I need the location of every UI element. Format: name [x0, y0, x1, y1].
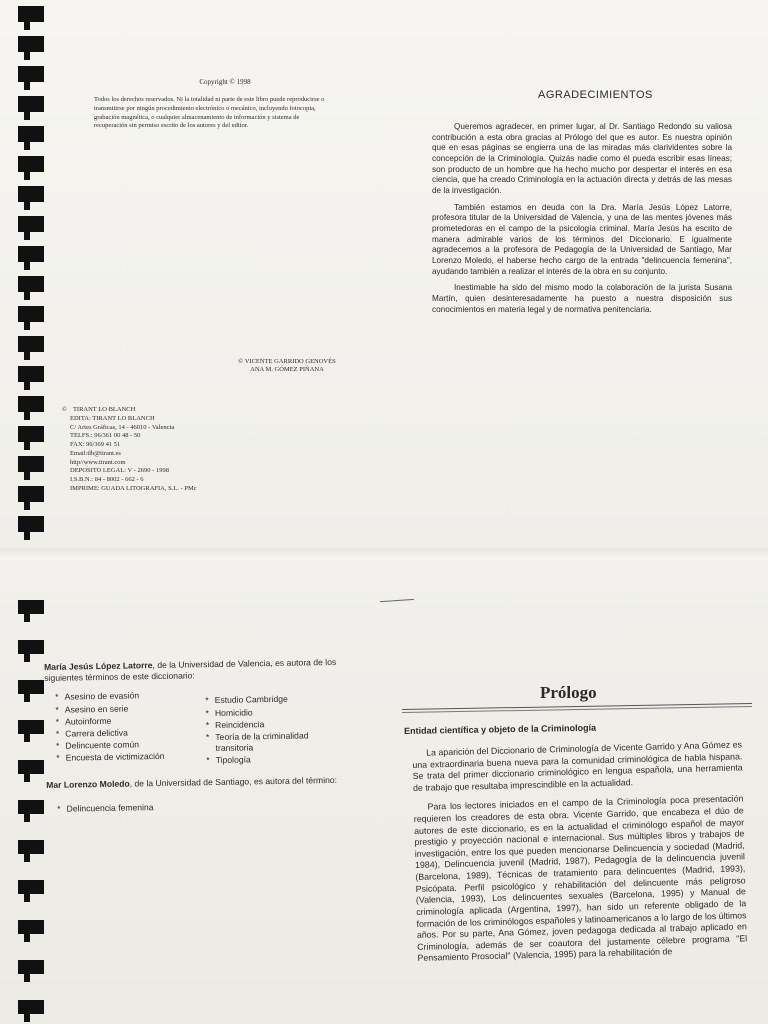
terms-list	[45, 687, 346, 770]
contributor-1-text: , de la Universidad de Valencia, es autora de los siguientes términos de este diccionario:	[44, 656, 337, 684]
publisher-line	[62, 432, 262, 441]
term-label: Carrera delictiva	[65, 727, 128, 739]
binding-ring	[18, 840, 44, 854]
publisher-line-text: IMPRIME: GUADA LITOGRAFIA, S.L. - PMc	[70, 484, 197, 492]
publisher-line	[62, 476, 262, 485]
binding-ring-stem	[24, 614, 30, 622]
binding-ring	[18, 66, 44, 82]
bullet-icon: *	[57, 803, 61, 814]
bullet-icon: *	[205, 695, 209, 706]
binding-ring	[18, 760, 44, 774]
prologue-paragraph: La aparición del Diccionario de Criminología de Vicente Garrido y Ana Gómez es una extraordinaria buena nueva para la comunidad criminológica de habla hispana. Se trata del primer diccionario criminológico en lengua española, una herramienta de trabajo que resultaba imprescindible en la actualidad.	[412, 739, 743, 793]
binding-ring	[18, 216, 44, 232]
binding-ring	[18, 306, 44, 322]
publisher-line	[62, 467, 262, 476]
publisher-line-text: C/ Artes Gráficas, 14 - 46010 - Valencia	[70, 423, 175, 431]
publisher-line-text: http//www.tirant.com	[70, 458, 126, 466]
bullet-icon: *	[205, 719, 210, 730]
term-item	[196, 753, 336, 767]
binding-ring	[18, 336, 44, 352]
publisher-mark: ©	[62, 406, 67, 413]
contributor-1-name: María Jesús López Latorre	[44, 660, 153, 672]
term-label: Tipología	[215, 754, 251, 766]
contributor-2-intro	[46, 775, 346, 791]
binding-ring-stem	[24, 142, 30, 150]
binding-ring	[18, 800, 44, 814]
binding-ring-stem	[24, 22, 30, 30]
prologue-title: Prólogo	[540, 683, 597, 702]
binding-ring-stem	[24, 172, 30, 180]
binding-ring-stem	[24, 202, 30, 210]
copyright-notice: Copyright © 1998	[199, 78, 251, 86]
binding-ring-stem	[24, 1014, 30, 1022]
contributor-1-intro	[44, 657, 344, 685]
binding-ring-stem	[24, 82, 30, 90]
term-item	[195, 730, 335, 755]
publisher-line-text: I.S.B.N.: 84 - 8002 - 662 - 6	[70, 476, 144, 484]
binding-ring-stem	[24, 934, 30, 942]
binding-ring-stem	[24, 442, 30, 450]
publisher-line-text: FAX: 96/369 41 51	[70, 441, 121, 449]
binding-ring-stem	[24, 974, 30, 982]
term-label: Delincuente común	[65, 739, 140, 751]
binding-ring-stem	[24, 352, 30, 360]
binding-ring	[18, 456, 44, 472]
binding-ring	[18, 36, 44, 52]
author-line-2: ANA M. GÓMEZ PIÑANA	[250, 366, 324, 374]
publisher-line	[62, 485, 262, 494]
binding-ring-stem	[24, 292, 30, 300]
bullet-icon: *	[55, 692, 59, 703]
prologue-body	[412, 739, 748, 973]
binding-ring-stem	[24, 382, 30, 390]
term-label: Reincidencia	[215, 718, 265, 730]
binding-ring	[18, 366, 44, 382]
binding-ring-stem	[24, 694, 30, 702]
binding-ring-stem	[24, 322, 30, 330]
binding-ring	[18, 156, 44, 172]
term-label: Homicidio	[214, 706, 253, 718]
binding-ring	[18, 720, 44, 734]
binding-ring-stem	[24, 52, 30, 60]
binding-ring	[18, 486, 44, 502]
term-label: Autoinforme	[64, 715, 112, 727]
acknowledgments-title: AGRADECIMIENTOS	[538, 89, 653, 101]
term-label: Estudio Cambridge	[214, 694, 288, 706]
binding-ring	[18, 1000, 44, 1014]
bullet-icon: *	[55, 704, 59, 715]
terms-column-1	[45, 690, 186, 770]
contributor-2-name: Mar Lorenzo Moledo	[46, 778, 130, 791]
publisher-info	[62, 406, 262, 494]
binding-ring	[18, 96, 44, 112]
publisher-line-text: TIRANT LO BLANCH	[72, 406, 136, 413]
binding-ring	[18, 276, 44, 292]
binding-ring	[18, 960, 44, 974]
spiral-binding-lower	[0, 560, 50, 1024]
term-label: Delincuencia femenina	[66, 801, 154, 814]
publisher-line	[62, 424, 262, 433]
publisher-line	[62, 406, 262, 415]
bullet-icon: *	[56, 740, 60, 751]
acknowledgments-paragraph: También estamos en deuda con la Dra. María Jesús López Latorre, profesora titular de la Universidad de Valencia, y una de las mentes jóvenes más prometedoras en el campo de la psicología criminal. María Jesús ha escrito de manera admirable varios de los términos del Diccionario. E igualmente agradecemos a la profesora de Pedagogía de la Universidad de Santiago, Mar Lorenzo Moledo, el haberse hecho cargo de la entrada "delincuencia femenina", ayudando también a realizar el interés de la obra en su conjunto.	[432, 202, 732, 276]
term-label: Encuesta de victimización	[65, 751, 165, 763]
binding-ring	[18, 126, 44, 142]
acknowledgments-paragraph: Inestimable ha sido del mismo modo la colaboración de la jurista Susana Martín, quien desinteresadamente ha puesto a nuestra disposición sus conocimientos en materia legal y de normativa penitenciaria.	[432, 283, 732, 314]
binding-ring	[18, 640, 44, 654]
bullet-icon: *	[56, 752, 60, 764]
binding-ring-stem	[24, 112, 30, 120]
terms-column-2	[195, 693, 336, 767]
binding-ring	[18, 186, 44, 202]
binding-ring	[18, 880, 44, 894]
publisher-line-text: TELFS.: 96/361 00 48 - 50	[70, 432, 141, 440]
author-line-1: © VICENTE GARRIDO GENOVÉS	[238, 358, 336, 365]
binding-ring	[18, 600, 44, 614]
rights-reserved-text: Todos los derechos reservados. Ni la totalidad ni parte de este libro puede reproducirse o transmitirse por ningún procedimiento electrónico o mecánico, incluyendo fotocopia, grabación magnética, o cualquier almacenamiento de información y sistema de recuperación sin permiso escrito de los autores y del editor.	[94, 96, 325, 130]
binding-ring-stem	[24, 734, 30, 742]
bullet-icon: *	[205, 707, 209, 718]
binding-ring	[18, 920, 44, 934]
binding-ring-stem	[24, 412, 30, 420]
acknowledgments-body	[432, 122, 732, 321]
binding-ring	[18, 426, 44, 442]
term-label: Asesino de evasión	[64, 690, 140, 702]
prologue-paragraph: Para los lectores iniciados en el campo de la Criminología poca presentación requieren los creadores de esta obra. Vicente Garrido, que encabeza el dúo de autores de este diccionario, es en la actualidad el criminólogo español de mayor prestigio y proyección nacional e internacional. Sus múltiples libros y trabajos de investigación, entre los que pueden mencionarse Delincuencia y sociedad (Madrid, 1984), Delincuencia juvenil (Madrid, 1987), Pedagogía de la delincuencia juvenil (Barcelona, 1989), Técnicas de tratamiento para delincuentes (Madrid, 1993), Psicópata. Perfil psicológico y rehabilitación del delincuente más peligroso (Valencia, 1993), Los delincuentes sexuales (Barcelona, 1995) y Manual de criminología aplicada (Argentina, 1997), han sido un referente obligado de la formación de los criminólogos españoles y latinoamericanos a lo largo de los últimos años. Por su parte, Ana Gómez, joven pedagoga dedicada al trabajo aplicado en Criminología, además de ser coautora del justamente célebre programa "El Pensamiento Prosocial" (Valencia, 1995) para la rehabilitación de	[413, 793, 748, 964]
binding-ring-stem	[24, 774, 30, 782]
term-item	[46, 751, 186, 765]
publisher-line-text: EDITA: TIRANT LO BLANCH	[70, 414, 155, 422]
binding-ring-stem	[24, 472, 30, 480]
term-label: Asesino en serie	[64, 703, 129, 715]
acknowledgments-paragraph: Queremos agradecer, en primer lugar, al Dr. Santiago Redondo su valiosa contribución a esta obra gracias al Prólogo del que es autor. Es nuestra opinión que en esas páginas se engierra una de las miradas más clarividentes sobre la concepción de la Criminología. Quizás nadie como él pueda escribir esas líneas; son producto de un hombre que ha hecho mucho por despertar el interés en esa ciencia, que ha creado Criminología en la actuación directa y detrás de las mesas de la investigación.	[432, 122, 732, 195]
term-label: Teoría de la criminalidad transitoria	[215, 730, 309, 754]
binding-ring-stem	[24, 532, 30, 540]
binding-ring-stem	[24, 894, 30, 902]
binding-ring	[18, 396, 44, 412]
bullet-icon: *	[55, 728, 60, 739]
publisher-line-text: DEPOSITO LEGAL: V - 2690 - 1998	[70, 467, 169, 475]
publisher-line-text: Email:tlb@tirant.es	[70, 449, 121, 457]
spiral-binding	[0, 0, 60, 560]
binding-ring-stem	[24, 502, 30, 510]
binding-ring-stem	[24, 854, 30, 862]
publisher-line	[62, 415, 262, 424]
binding-ring	[18, 246, 44, 262]
scan-mark	[380, 599, 414, 602]
bullet-icon: *	[205, 731, 210, 743]
publisher-line	[62, 450, 262, 459]
authors-credit	[222, 358, 352, 375]
binding-ring-stem	[24, 654, 30, 662]
publisher-line	[62, 459, 262, 468]
binding-ring	[18, 680, 44, 694]
binding-ring	[18, 6, 44, 22]
binding-ring-stem	[24, 814, 30, 822]
contributor-2-text: , de la Universidad de Santiago, es autora del término:	[129, 775, 338, 789]
binding-ring	[18, 516, 44, 532]
publisher-line	[62, 441, 262, 450]
binding-ring-stem	[24, 262, 30, 270]
contributors-section	[44, 657, 347, 816]
bullet-icon: *	[206, 755, 210, 766]
binding-ring-stem	[24, 232, 30, 240]
prologue-subtitle: Entidad científica y objeto de la Criminología	[404, 722, 597, 736]
bullet-icon: *	[55, 716, 60, 727]
